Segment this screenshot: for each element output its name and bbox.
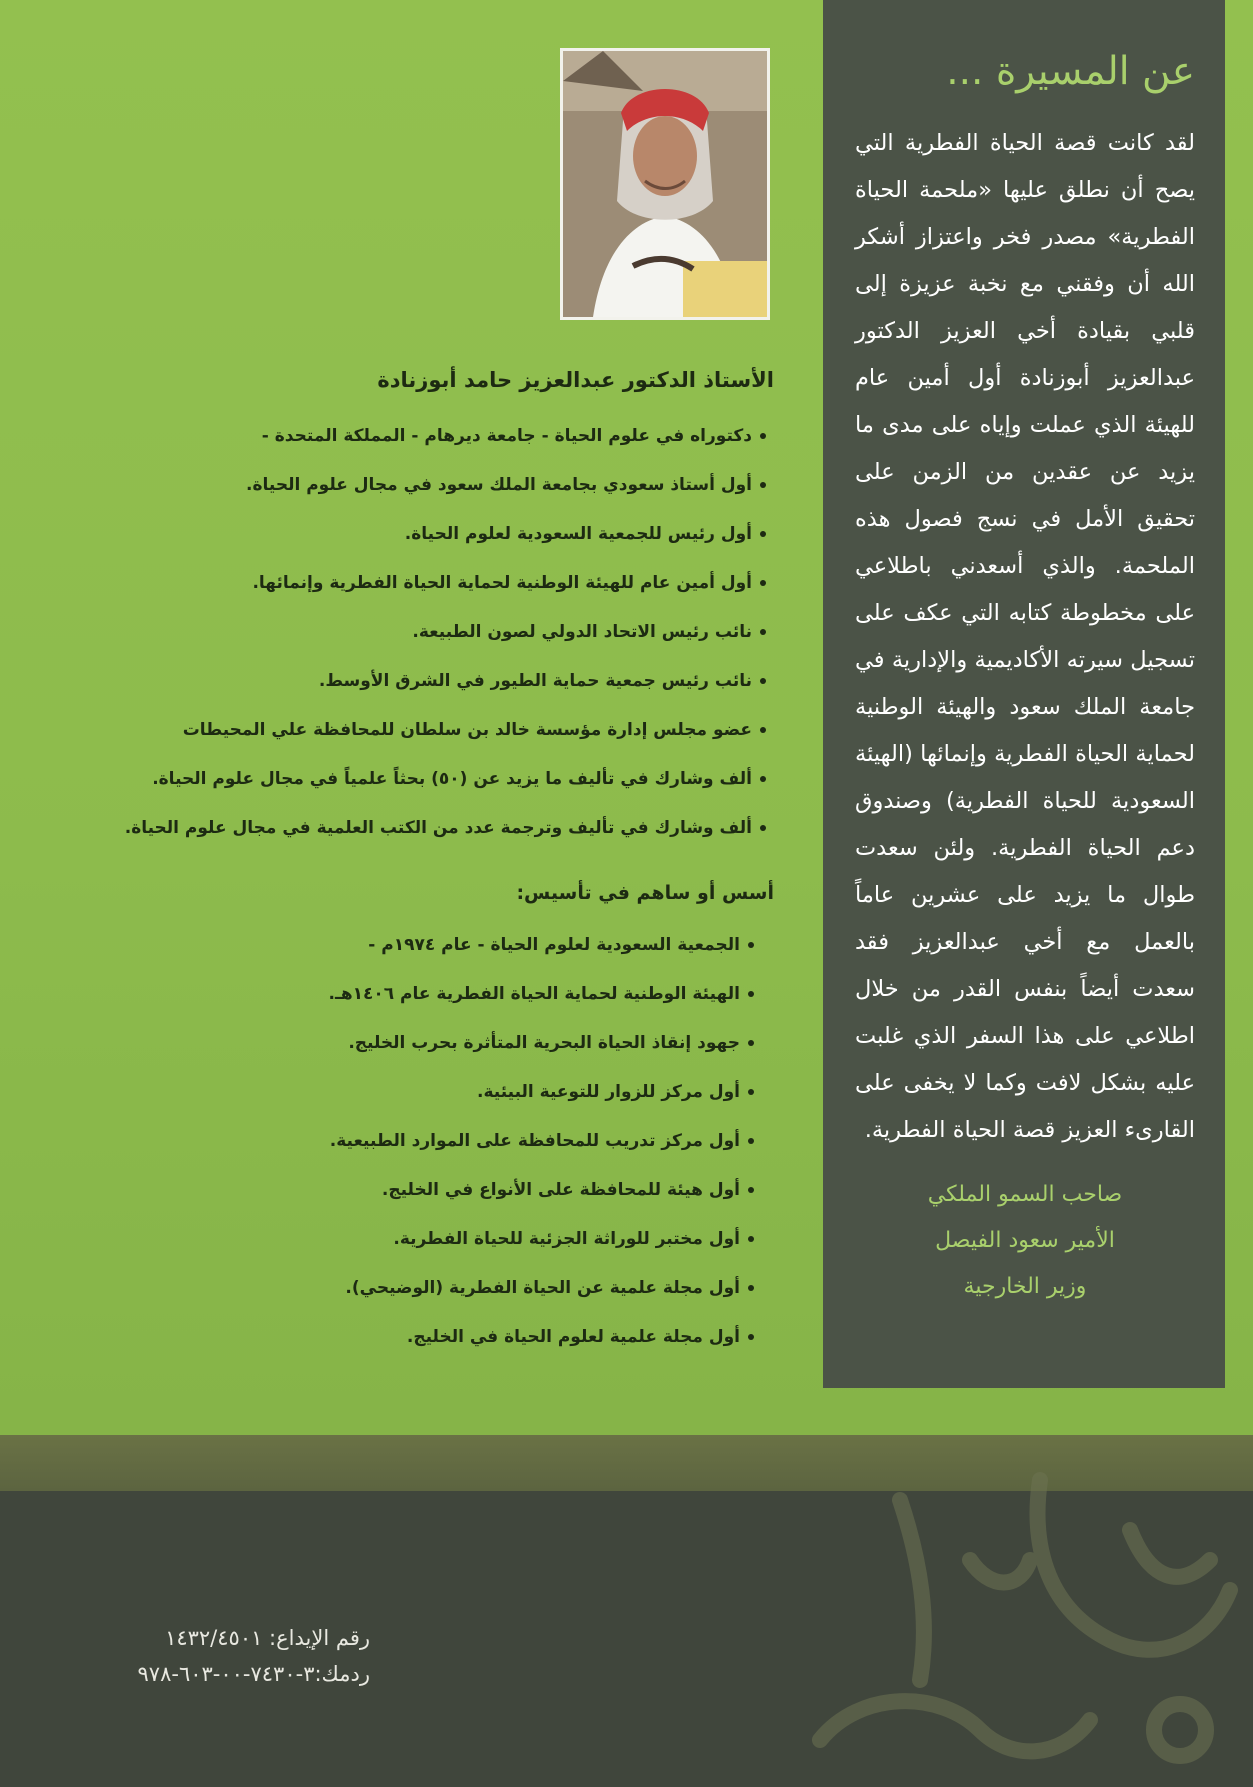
foreword-body: لقد كانت قصة الحياة الفطرية التي يصح أن نطلق عليها «ملحمة الحياة الفطرية» مصدر فخر واعتزاز أشكر الله أن وفقني مع نخبة عزيزة إلى قلبي بقيادة أخي العزيز الدكتور عبدالعزيز أبوزنادة أول أمين عام للهيئة الذي عملت وإياه على مدى ما يزيد عن عقدين من الزمن على تحقيق الأمل في نسج فصول هذه الملحمة. والذي أسعدني باطلاعي على مخطوطة كتابه التي عكف على تسجيل سيرته الأكاديمية والإدارية في جامعة الملك سعود والهيئة الوطنية لحماية الحياة الفطرية وإنمائها (الهيئة السعودية للحياة الفطرية) وصندوق دعم الحياة الفطرية. ولئن سعدت طوال ما يزيد على عشرين عاماً بالعمل مع أخي عبدالعزيز فقد سعدت أيضاً بنفس القدر من خلال اطلاعي على هذا السفر الذي غلبت عليه بشكل لافت وكما لا يخفى على القارىء العزيز قصة الحياة الفطرية. <box>855 130 1195 1143</box>
founded-heading: أسس أو ساهم في تأسيس: <box>516 882 774 904</box>
founded-list <box>120 921 774 1362</box>
foreword-panel <box>823 0 1225 1388</box>
list-item: أول أستاذ سعودي بجامعة الملك سعود في مجال علوم الحياة. <box>120 461 766 510</box>
foreword-title: عن المسيرة ... <box>946 49 1195 94</box>
author-name: الأستاذ الدكتور عبدالعزيز حامد أبوزنادة <box>377 368 774 392</box>
list-item: أول مختبر للوراثة الجزئية للحياة الفطرية. <box>120 1215 754 1264</box>
list-item: أول مركز للزوار للتوعية البيئية. <box>120 1068 754 1117</box>
list-item: جهود إنقاذ الحياة البحرية المتأثرة بحرب الخليج. <box>120 1019 754 1068</box>
signature-line-1: صاحب السمو الملكي <box>927 1182 1123 1207</box>
list-item: دكتوراه في علوم الحياة - جامعة ديرهام - المملكة المتحدة - <box>120 412 766 461</box>
list-item: أول هيئة للمحافظة على الأنواع في الخليج. <box>120 1166 754 1215</box>
author-bio <box>120 360 774 1362</box>
signature-line-3: وزير الخارجية <box>963 1274 1087 1299</box>
author-portrait <box>560 48 770 320</box>
list-item: ألف وشارك في تأليف وترجمة عدد من الكتب العلمية في مجال علوم الحياة. <box>120 804 766 853</box>
list-item: عضو مجلس إدارة مؤسسة خالد بن سلطان للمحافظة علي المحيطات <box>120 706 766 755</box>
publication-info <box>60 1620 370 1692</box>
list-item: أول مركز تدريب للمحافظة على الموارد الطبيعية. <box>120 1117 754 1166</box>
list-item: الهيئة الوطنية لحماية الحياة الفطرية عام ١٤٠٦هـ. <box>120 970 754 1019</box>
list-item: الجمعية السعودية لعلوم الحياة - عام ١٩٧٤م - <box>120 921 754 970</box>
list-item: أول أمين عام للهيئة الوطنية لحماية الحياة الفطرية وإنمائها. <box>120 559 766 608</box>
calligraphy-watermark <box>780 1440 1250 1787</box>
list-item: أول مجلة علمية لعلوم الحياة في الخليج. <box>120 1313 754 1362</box>
deposit-number: رقم الإيداع: ١٤٣٢/٤٥٠١ <box>165 1626 370 1650</box>
list-item: أول مجلة علمية عن الحياة الفطرية (الوضيحي). <box>120 1264 754 1313</box>
list-item: أول رئيس للجمعية السعودية لعلوم الحياة. <box>120 510 766 559</box>
portrait-illustration <box>563 51 767 317</box>
signature-line-2: الأمير سعود الفيصل <box>935 1228 1115 1253</box>
credentials-list <box>120 412 774 853</box>
list-item: نائب رئيس جمعية حماية الطيور في الشرق الأوسط. <box>120 657 766 706</box>
list-item: ألف وشارك في تأليف ما يزيد عن (٥٠) بحثاً علمياً في مجال علوم الحياة. <box>120 755 766 804</box>
foreword-signature <box>855 1172 1195 1310</box>
list-item: نائب رئيس الاتحاد الدولي لصون الطبيعة. <box>120 608 766 657</box>
isbn-number: ردمك:٣-٧٤٣٠-٠٠-٦٠٣-٩٧٨ <box>137 1662 370 1686</box>
